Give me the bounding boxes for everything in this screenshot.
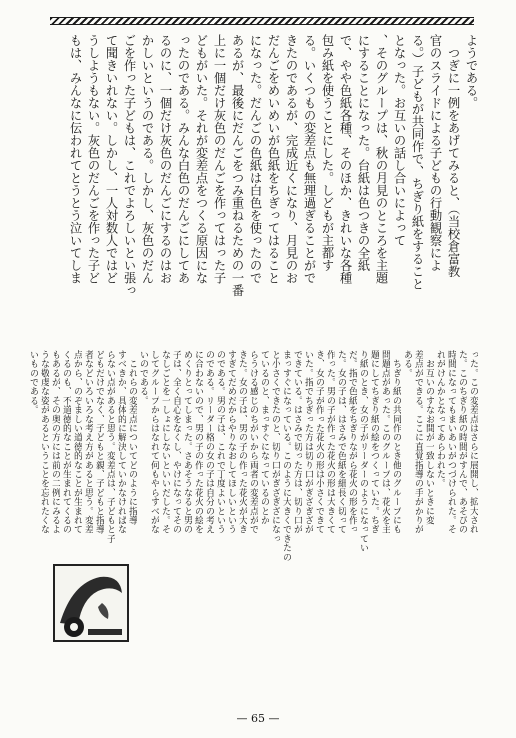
text-column: きた。女の子は、男の子の作った花火が大き: [237, 350, 247, 534]
text-column: もは、みんなに伝われてとうとう泣いてしま: [68, 34, 82, 284]
text-column: て聞きいれない。しかし、一人対数人ではど: [104, 34, 118, 284]
text-column: のである。男の子は、これで丁度よいという: [215, 350, 225, 534]
text-column: できている。はさみで切った方は、切り口が: [292, 350, 302, 534]
text-column: にすることになった。台紙は色つきの全紙: [356, 34, 370, 272]
text-column: 、そのグループは、秋の月見のところを主題: [374, 34, 388, 284]
text-column: た。女の子は、はさみで色紙を細長く切って: [336, 350, 346, 534]
text-column: り紙のとき、女の子がリーダーのようになってい: [358, 350, 368, 553]
text-column: どもがいた。それが変差点をつくる原因にな: [194, 34, 208, 284]
text-block-upper: [24, 34, 478, 324]
text-column: いた。指でちぎった方は切り口がぎざぎざが: [303, 350, 313, 534]
text-column: してグループからはなれて何もやらすべがな: [149, 350, 159, 534]
text-column: きたのであるが、完成近くになり、月見のお: [284, 34, 298, 284]
text-column: なしごとを一しょにしないといいだした。そ: [160, 350, 170, 534]
text-column: 時間になってもまいあいがつづけられた。そ: [446, 350, 456, 534]
text-column: れがけんかとなってあらわれた。: [435, 350, 445, 488]
text-column: ているのと、まっすぐになっているのとか: [259, 350, 269, 525]
text-column: る。いくつもの変差点も無理過ぎることがで: [302, 34, 316, 284]
text-column: かしいというのである。しかし、灰色のだん: [140, 34, 154, 284]
text-column: お互いのすなお間が一致しないときに変: [424, 350, 434, 525]
text-column: た。このちぎり紙の時間がすんで、あそびの: [457, 350, 467, 534]
text-column: らうける感じのちがいから両者の変差点がで: [248, 350, 258, 534]
text-column: どもだけでなく、子どもと親、子どもと指導: [94, 350, 104, 534]
text-column: と小さくできたのと、切り口がぎざぎざになっ: [270, 350, 280, 544]
text-column: これらの変差点についてどのように指導: [127, 350, 137, 525]
text-column: 問題点があった。このグループは、花火を主: [380, 350, 390, 534]
text-column: まっすぐになっている。このように大きくできたの: [281, 350, 291, 562]
decorative-illustration-icon: [52, 563, 130, 643]
text-column: る。）子どもが共同作で、ちぎり紙をすること: [410, 34, 424, 291]
text-column: き、女の子が作った花火の形は小さくできて: [314, 350, 324, 534]
text-column: 題にしてちぎり紙の絵をつくっていた。ちぎ: [369, 350, 379, 534]
text-column: 差点ができる。ここに直覚指導の手がかりが: [413, 350, 423, 534]
text-column: ある。: [402, 350, 412, 378]
text-column: すべきか、具体的に解決していかなければな: [116, 350, 126, 534]
text-column: だ。指で色紙をちぎりながら花火の形を作っ: [347, 350, 357, 534]
text-column: ちぎり紙の共同作のとき他のグループにも: [391, 350, 401, 534]
text-column: 子は、全く自心をなくし、やけになってその: [171, 350, 181, 534]
text-column: ったのである。みんな白色のだんごにしてあ: [176, 34, 190, 284]
text-column: くるのも、不道徳的なことが生まれてくるの: [61, 350, 71, 534]
text-column: となった。お互いの話し合いによって: [392, 34, 406, 247]
text-column: 上に一個だけ灰色のだんごを作ってはった子: [212, 34, 226, 284]
text-column: いものである。: [28, 350, 38, 415]
text-column: になった。だんごの色紙は白色を使ったので: [248, 34, 262, 284]
text-column: いのである。: [138, 350, 148, 406]
text-column: うな敬虔な姿があるということを忘れたくな: [39, 350, 49, 534]
text-column: うしようもない。灰色のだんごを作った子ど: [86, 34, 100, 284]
text-column: で、やや色紙各種、そのほか、きれいな各種: [338, 34, 352, 284]
decorative-header-rule: [50, 17, 474, 25]
text-column: ごを作った子どもは、これでよろしいとい張っ: [122, 34, 136, 297]
text-column: った。この変差点はさらに展開し、拡大され: [468, 350, 478, 534]
text-column: 官のスライドによる子どもの行動観察によ: [428, 34, 442, 272]
text-column: らない点があると思う。変差点は、子どもと子: [105, 350, 115, 544]
text-column: 点から、のぞましい道徳的なことが生まれて: [72, 350, 82, 534]
text-column: めくりとってしまった。さあそうなると男の: [182, 350, 192, 534]
text-column: るのに、一個だけ灰色のだんごにするのはお: [158, 34, 172, 284]
text-column: もあるが、その奥の方には前の二例にみるよ: [50, 350, 60, 534]
text-column: 作った。男の子が作った花火の形は大きくて: [325, 350, 335, 534]
text-column: つぎに一例をあげてみると、（当校倉富教: [446, 34, 460, 278]
text-column: ようである。: [464, 34, 478, 109]
text-column: すぎてだめだからやりなおしてほしいという: [226, 350, 236, 534]
text-column: 包み紙を使うことにした。しどもが主都す: [320, 34, 334, 272]
text-column: 者などいろいろな考え方があると思う。変差: [83, 350, 93, 534]
text-column: のである。リーダー格の女の子は自分の考え: [204, 350, 214, 534]
page-number: — 65 —: [236, 712, 280, 725]
text-column: あるが、最後にだんごをつみ重ねるための一番: [230, 34, 244, 297]
text-column: に合わないので、男の子の作った花火の絵を: [193, 350, 203, 534]
text-column: だんごをめいめいが色紙をちぎってはること: [266, 34, 280, 284]
